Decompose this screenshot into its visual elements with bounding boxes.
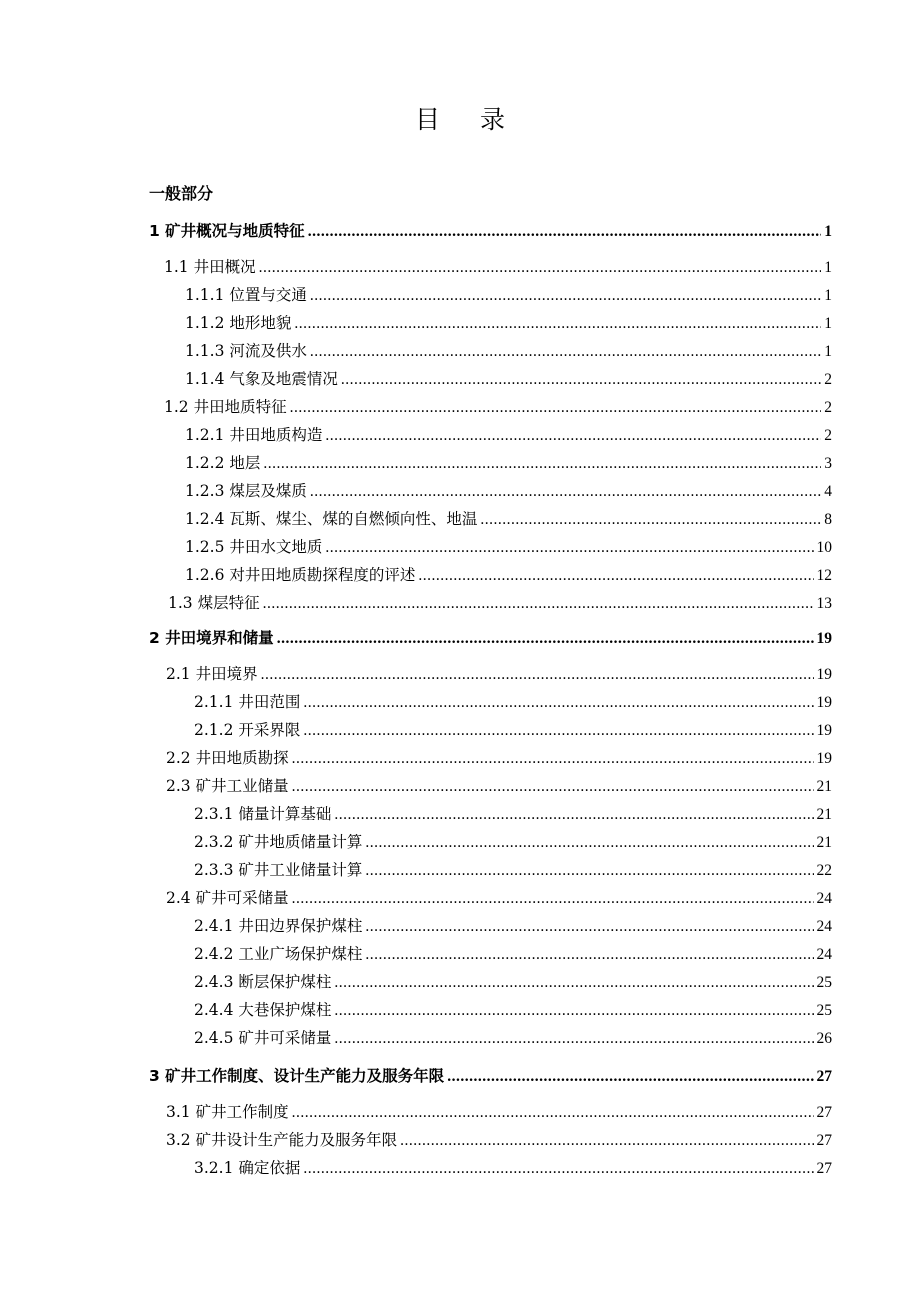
toc-entry[interactable] — [185, 537, 832, 558]
toc-entry[interactable] — [185, 509, 832, 530]
toc-entry[interactable] — [185, 313, 832, 334]
toc-page-number: 19 — [816, 750, 832, 767]
toc-page-number: 27 — [816, 1104, 832, 1121]
toc-entry-label: 3.2 矿井设计生产能力及服务年限 — [166, 1131, 398, 1149]
toc-leader-dots — [292, 889, 814, 909]
toc-entry-label: 1.1.4 气象及地震情况 — [185, 370, 338, 388]
toc-entry[interactable] — [166, 1130, 832, 1151]
toc-leader-dots — [334, 1029, 813, 1049]
toc-leader-dots — [325, 426, 821, 446]
toc-entry-label: 1.1 井田概况 — [164, 258, 256, 276]
toc-entry-label: 1.1.1 位置与交通 — [185, 286, 307, 304]
toc-page-number: 1 — [824, 259, 832, 276]
toc-entry[interactable] — [194, 804, 832, 825]
toc-entry-label: 3.2.1 确定依据 — [194, 1159, 301, 1177]
toc-page-number: 2 — [824, 371, 832, 388]
toc-entry-label: 2.3.2 矿井地质储量计算 — [194, 833, 363, 851]
toc-page-number: 19 — [816, 694, 832, 711]
toc-entry[interactable] — [194, 1158, 832, 1179]
toc-leader-dots — [341, 370, 821, 390]
toc-entry[interactable] — [164, 257, 832, 278]
toc-page-number: 1 — [824, 315, 832, 332]
toc-entry-label: 1.1.3 河流及供水 — [185, 342, 307, 360]
toc-entry-label: 3.1 矿井工作制度 — [166, 1103, 289, 1121]
toc-page-number: 25 — [816, 1002, 832, 1019]
toc-entry-label: 2.1 井田境界 — [166, 665, 258, 683]
toc-page-number: 27 — [816, 1160, 832, 1177]
toc-page-number: 8 — [824, 511, 832, 528]
toc-entry-label: 1.2.2 地层 — [185, 454, 261, 472]
toc-entry-label: 2.4.1 井田边界保护煤柱 — [194, 917, 363, 935]
toc-leader-dots — [365, 833, 813, 853]
toc-leader-dots — [263, 454, 821, 474]
toc-entry[interactable] — [166, 1102, 832, 1123]
toc-entry[interactable] — [164, 397, 832, 418]
toc-leader-dots — [365, 861, 813, 881]
toc-page-number: 1 — [824, 223, 832, 240]
toc-page-number: 27 — [816, 1132, 832, 1149]
toc-leader-dots — [292, 749, 814, 769]
toc-leader-dots — [334, 1001, 813, 1021]
toc-leader-dots — [310, 482, 821, 502]
toc-chapter-entry[interactable] — [149, 221, 832, 242]
toc-entry[interactable] — [185, 565, 832, 586]
toc-page-number: 13 — [816, 595, 832, 612]
toc-page-number: 24 — [816, 918, 832, 935]
toc-entry[interactable] — [194, 944, 832, 965]
toc-leader-dots — [365, 945, 813, 965]
toc-leader-dots — [303, 1159, 813, 1179]
toc-entry-label: 1.2.4 瓦斯、煤尘、煤的自燃倾向性、地温 — [185, 510, 478, 528]
toc-page-number: 24 — [816, 890, 832, 907]
toc-leader-dots — [263, 594, 814, 614]
toc-entry-label: 2.1.1 井田范围 — [194, 693, 301, 711]
toc-page-number: 25 — [816, 974, 832, 991]
toc-entry[interactable] — [185, 481, 832, 502]
toc-entry[interactable] — [166, 776, 832, 797]
toc-entry-label: 1.2.1 井田地质构造 — [185, 426, 323, 444]
toc-entry[interactable] — [194, 1000, 832, 1021]
toc-entry-label: 1 矿井概况与地质特征 — [149, 222, 305, 240]
toc-entry-label: 2.4 矿井可采储量 — [166, 889, 289, 907]
toc-leader-dots — [261, 665, 814, 685]
toc-entry[interactable] — [185, 285, 832, 306]
toc-leader-dots — [277, 629, 814, 649]
toc-entry[interactable] — [194, 832, 832, 853]
toc-leader-dots — [310, 286, 821, 306]
toc-chapter-entry[interactable] — [149, 1066, 832, 1087]
toc-entry[interactable] — [166, 748, 832, 769]
toc-entry[interactable] — [194, 692, 832, 713]
toc-entry[interactable] — [185, 453, 832, 474]
toc-entry-label: 2.3.3 矿井工业储量计算 — [194, 861, 363, 879]
toc-page-number: 1 — [824, 287, 832, 304]
toc-entry[interactable] — [194, 1028, 832, 1049]
toc-entry-label: 2.1.2 开采界限 — [194, 721, 301, 739]
toc-page-number: 21 — [816, 834, 832, 851]
toc-entry-label: 2.3.1 储量计算基础 — [194, 805, 332, 823]
toc-leader-dots — [303, 721, 813, 741]
toc-page-number: 1 — [824, 343, 832, 360]
toc-leader-dots — [294, 314, 821, 334]
toc-entry[interactable] — [166, 888, 832, 909]
toc-leader-dots — [400, 1131, 813, 1151]
toc-chapter-entry[interactable] — [149, 628, 832, 649]
toc-page-number: 12 — [816, 567, 832, 584]
toc-page-number: 19 — [816, 722, 832, 739]
toc-leader-dots — [447, 1067, 813, 1087]
title-char-2: 录 — [480, 105, 506, 134]
toc-page-number: 2 — [824, 399, 832, 416]
toc-leader-dots — [308, 222, 822, 242]
toc-leader-dots — [310, 342, 821, 362]
toc-entry[interactable] — [166, 664, 832, 685]
toc-entry-label: 1.2.3 煤层及煤质 — [185, 482, 307, 500]
toc-entry-label: 1.2.5 井田水文地质 — [185, 538, 323, 556]
toc-entry[interactable] — [194, 972, 832, 993]
toc-page-number: 19 — [816, 666, 832, 683]
toc-entry[interactable] — [185, 369, 832, 390]
toc-leader-dots — [292, 777, 814, 797]
toc-entry-label: 2 井田境界和储量 — [149, 629, 274, 647]
toc-leader-dots — [292, 1103, 814, 1123]
toc-leader-dots — [365, 917, 813, 937]
toc-entry-label: 1.1.2 地形地貌 — [185, 314, 292, 332]
toc-entry-label: 2.4.5 矿井可采储量 — [194, 1029, 332, 1047]
toc-entry-label: 1.2.6 对井田地质勘探程度的评述 — [185, 566, 416, 584]
toc-page-number: 2 — [824, 427, 832, 444]
page-title — [0, 100, 920, 136]
toc-leader-dots — [259, 258, 822, 278]
title-char-1: 目 — [414, 105, 440, 134]
toc-leader-dots — [303, 693, 813, 713]
toc-leader-dots — [334, 973, 813, 993]
toc-page-number: 22 — [816, 862, 832, 879]
toc-page-number: 4 — [824, 483, 832, 500]
toc-entry-label: 1.3 煤层特征 — [168, 594, 260, 612]
toc-entry-label: 2.4.2 工业广场保护煤柱 — [194, 945, 363, 963]
toc-entry[interactable] — [185, 341, 832, 362]
toc-page-number: 24 — [816, 946, 832, 963]
toc-entry-label: 2.4.3 断层保护煤柱 — [194, 973, 332, 991]
toc-entry-label: 2.2 井田地质勘探 — [166, 749, 289, 767]
toc-entry[interactable] — [194, 860, 832, 881]
toc-entry[interactable] — [194, 916, 832, 937]
toc-page-number: 21 — [816, 806, 832, 823]
toc-entry-label: 1.2 井田地质特征 — [164, 398, 287, 416]
toc-entry-label: 2.3 矿井工业储量 — [166, 777, 289, 795]
toc-entry[interactable] — [185, 425, 832, 446]
toc-entry[interactable] — [194, 720, 832, 741]
toc-leader-dots — [290, 398, 822, 418]
toc-page-number: 19 — [816, 630, 832, 647]
toc-entry[interactable] — [168, 593, 832, 614]
toc-entry-label: 3 矿井工作制度、设计生产能力及服务年限 — [149, 1067, 445, 1085]
toc-page-number: 26 — [816, 1030, 832, 1047]
toc-entry-label: 2.4.4 大巷保护煤柱 — [194, 1001, 332, 1019]
toc-page-number: 27 — [816, 1068, 832, 1085]
toc-leader-dots — [325, 538, 813, 558]
toc-page-number: 21 — [816, 778, 832, 795]
toc-leader-dots — [480, 510, 821, 530]
toc-page-number: 3 — [824, 455, 832, 472]
section-heading: 一般部分 — [149, 184, 214, 203]
toc-leader-dots — [418, 566, 813, 586]
toc-page-number: 10 — [816, 539, 832, 556]
toc-leader-dots — [334, 805, 813, 825]
